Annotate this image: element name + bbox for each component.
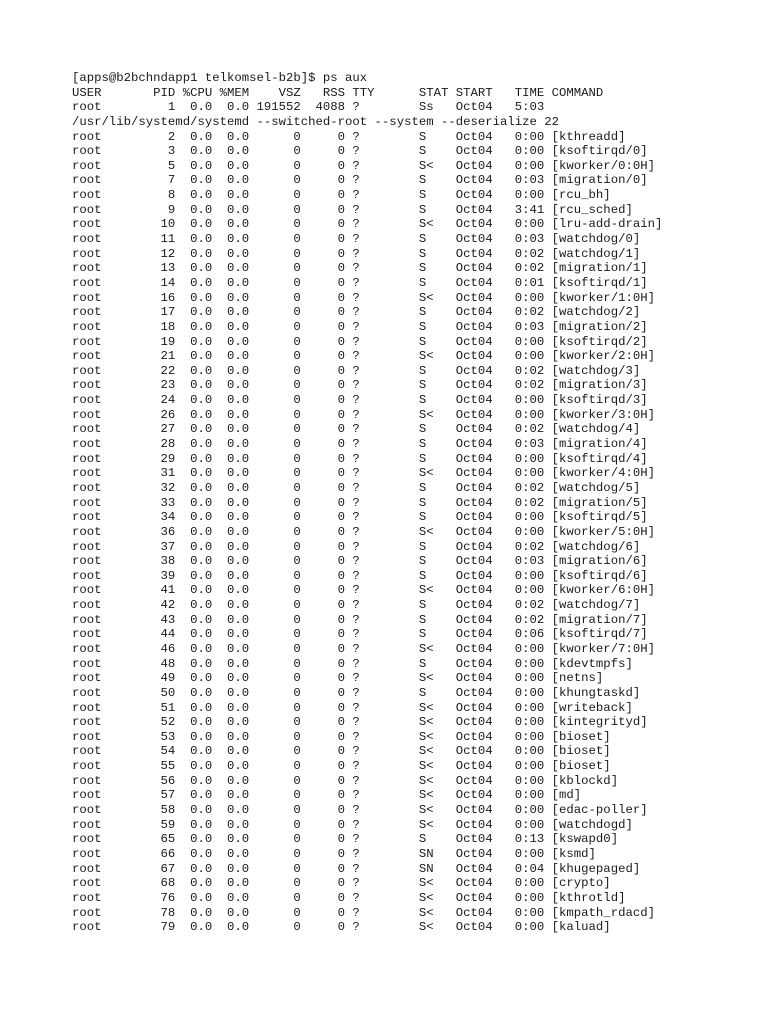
output-line: root 54 0.0 0.0 0 0 ? S< Oct04 0:00 [bioset] [72, 744, 611, 759]
output-line: root 22 0.0 0.0 0 0 ? S Oct04 0:02 [watchdog/3] [72, 363, 641, 378]
output-line: root 46 0.0 0.0 0 0 ? S< Oct04 0:00 [kworker/7:0H] [72, 641, 655, 656]
output-line: root 38 0.0 0.0 0 0 ? S Oct04 0:03 [migration/6] [72, 554, 648, 569]
output-line: root 58 0.0 0.0 0 0 ? S< Oct04 0:00 [edac-poller] [72, 803, 648, 818]
output-line: root 24 0.0 0.0 0 0 ? S Oct04 0:00 [ksoftirqd/3] [72, 393, 648, 408]
output-line: root 59 0.0 0.0 0 0 ? S< Oct04 0:00 [watchdogd] [72, 817, 633, 832]
process-listing [72, 86, 762, 935]
output-line: root 28 0.0 0.0 0 0 ? S Oct04 0:03 [migration/4] [72, 437, 648, 452]
output-line: root 32 0.0 0.0 0 0 ? S Oct04 0:02 [watchdog/5] [72, 480, 641, 495]
output-line: root 42 0.0 0.0 0 0 ? S Oct04 0:02 [watchdog/7] [72, 598, 641, 613]
output-line: root 1 0.0 0.0 191552 4088 ? Ss Oct04 5:03 [72, 100, 545, 115]
output-line: root 66 0.0 0.0 0 0 ? SN Oct04 0:00 [ksmd] [72, 846, 596, 861]
output-line: root 78 0.0 0.0 0 0 ? S< Oct04 0:00 [kmpath_rdacd] [72, 905, 655, 920]
output-line: root 9 0.0 0.0 0 0 ? S Oct04 3:41 [rcu_sched] [72, 202, 633, 217]
command-prompt: [apps@b2bchndapp1 telkomsel-b2b]$ ps aux [72, 71, 368, 85]
output-line: root 7 0.0 0.0 0 0 ? S Oct04 0:03 [migration/0] [72, 173, 648, 188]
output-line: root 39 0.0 0.0 0 0 ? S Oct04 0:00 [ksoftirqd/6] [72, 568, 648, 583]
output-line: root 34 0.0 0.0 0 0 ? S Oct04 0:00 [ksoftirqd/5] [72, 510, 648, 525]
output-line: root 23 0.0 0.0 0 0 ? S Oct04 0:02 [migration/3] [72, 378, 648, 393]
output-line: root 65 0.0 0.0 0 0 ? S Oct04 0:13 [kswapd0] [72, 832, 619, 847]
output-line: /usr/lib/systemd/systemd --switched-root --system --deserialize 22 [72, 114, 560, 129]
output-line: root 57 0.0 0.0 0 0 ? S< Oct04 0:00 [md] [72, 788, 582, 803]
output-line: root 3 0.0 0.0 0 0 ? S Oct04 0:00 [ksoftirqd/0] [72, 144, 648, 159]
output-line: root 48 0.0 0.0 0 0 ? S Oct04 0:00 [kdevtmpfs] [72, 656, 633, 671]
output-line: root 36 0.0 0.0 0 0 ? S< Oct04 0:00 [kworker/5:0H] [72, 524, 655, 539]
output-line: root 41 0.0 0.0 0 0 ? S< Oct04 0:00 [kworker/6:0H] [72, 583, 655, 598]
output-line: root 10 0.0 0.0 0 0 ? S< Oct04 0:00 [lru-add-drain] [72, 217, 663, 232]
output-line: root 27 0.0 0.0 0 0 ? S Oct04 0:02 [watchdog/4] [72, 422, 641, 437]
output-line: root 2 0.0 0.0 0 0 ? S Oct04 0:00 [kthreadd] [72, 129, 626, 144]
output-line: root 50 0.0 0.0 0 0 ? S Oct04 0:00 [khungtaskd] [72, 685, 641, 700]
output-line: root 68 0.0 0.0 0 0 ? S< Oct04 0:00 [crypto] [72, 876, 611, 891]
terminal-output[interactable] [72, 71, 762, 935]
output-line: root 49 0.0 0.0 0 0 ? S< Oct04 0:00 [netns] [72, 671, 604, 686]
output-line: root 56 0.0 0.0 0 0 ? S< Oct04 0:00 [kblockd] [72, 773, 619, 788]
output-line: root 26 0.0 0.0 0 0 ? S< Oct04 0:00 [kworker/3:0H] [72, 407, 655, 422]
output-line: root 53 0.0 0.0 0 0 ? S< Oct04 0:00 [bioset] [72, 729, 611, 744]
output-line: root 18 0.0 0.0 0 0 ? S Oct04 0:03 [migration/2] [72, 319, 648, 334]
output-line: root 44 0.0 0.0 0 0 ? S Oct04 0:06 [ksoftirqd/7] [72, 627, 648, 642]
output-line: root 76 0.0 0.0 0 0 ? S< Oct04 0:00 [kthrotld] [72, 890, 626, 905]
output-line: root 21 0.0 0.0 0 0 ? S< Oct04 0:00 [kworker/2:0H] [72, 349, 655, 364]
output-line: root 19 0.0 0.0 0 0 ? S Oct04 0:00 [ksoftirqd/2] [72, 334, 648, 349]
output-line: root 55 0.0 0.0 0 0 ? S< Oct04 0:00 [bioset] [72, 759, 611, 774]
output-line: root 31 0.0 0.0 0 0 ? S< Oct04 0:00 [kworker/4:0H] [72, 466, 655, 481]
output-line: root 8 0.0 0.0 0 0 ? S Oct04 0:00 [rcu_bh] [72, 188, 611, 203]
output-line: root 16 0.0 0.0 0 0 ? S< Oct04 0:00 [kworker/1:0H] [72, 290, 655, 305]
output-line: root 11 0.0 0.0 0 0 ? S Oct04 0:03 [watchdog/0] [72, 232, 641, 247]
output-line: root 52 0.0 0.0 0 0 ? S< Oct04 0:00 [kintegrityd] [72, 715, 648, 730]
output-line: root 5 0.0 0.0 0 0 ? S< Oct04 0:00 [kworker/0:0H] [72, 158, 655, 173]
output-line: root 14 0.0 0.0 0 0 ? S Oct04 0:01 [ksoftirqd/1] [72, 275, 648, 290]
output-line: root 13 0.0 0.0 0 0 ? S Oct04 0:02 [migration/1] [72, 261, 648, 276]
output-line: root 33 0.0 0.0 0 0 ? S Oct04 0:02 [migration/5] [72, 495, 648, 510]
output-line: root 17 0.0 0.0 0 0 ? S Oct04 0:02 [watchdog/2] [72, 305, 641, 320]
output-line: root 67 0.0 0.0 0 0 ? SN Oct04 0:04 [khugepaged] [72, 861, 641, 876]
output-line: root 51 0.0 0.0 0 0 ? S< Oct04 0:00 [writeback] [72, 700, 633, 715]
output-line: root 43 0.0 0.0 0 0 ? S Oct04 0:02 [migration/7] [72, 612, 648, 627]
output-line: root 29 0.0 0.0 0 0 ? S Oct04 0:00 [ksoftirqd/4] [72, 451, 648, 466]
table-header: USER PID %CPU %MEM VSZ RSS TTY STAT START TIME COMMAND [72, 85, 604, 100]
output-line: root 37 0.0 0.0 0 0 ? S Oct04 0:02 [watchdog/6] [72, 539, 641, 554]
output-line: root 12 0.0 0.0 0 0 ? S Oct04 0:02 [watchdog/1] [72, 246, 641, 261]
output-line: root 79 0.0 0.0 0 0 ? S< Oct04 0:00 [kaluad] [72, 920, 611, 935]
